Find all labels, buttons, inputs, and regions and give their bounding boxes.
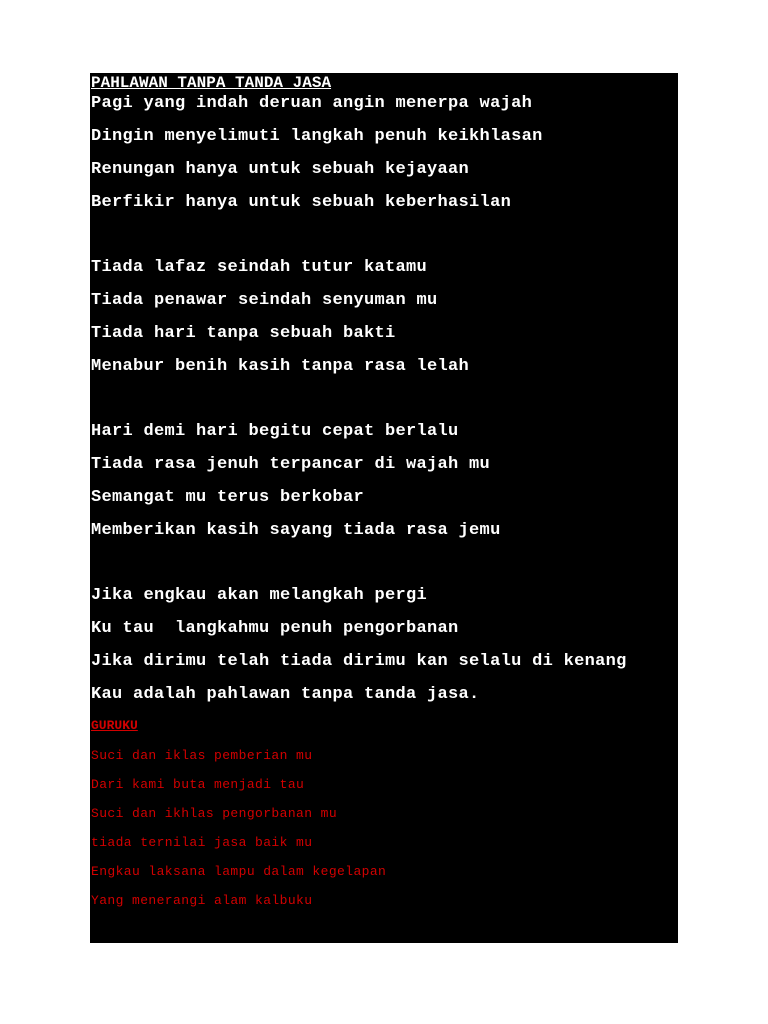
poem-line: Menabur benih kasih tanpa rasa lelah — [91, 357, 470, 376]
second-poem-line: Suci dan iklas pemberian mu — [91, 748, 313, 763]
poem-line: Semangat mu terus berkobar — [91, 488, 365, 507]
poem-line: Dingin menyelimuti langkah penuh keikhlasan — [91, 127, 543, 146]
poem-line: Memberikan kasih sayang tiada rasa jemu — [91, 521, 501, 540]
document-page — [90, 73, 678, 943]
second-poem-line: Dari kami buta menjadi tau — [91, 777, 305, 792]
poem-line: Kau adalah pahlawan tanpa tanda jasa. — [91, 685, 480, 704]
poem-content — [90, 73, 678, 921]
stanza-gap — [91, 389, 678, 421]
second-poem — [91, 717, 678, 921]
second-poem-line: Suci dan ikhlas pengorbanan mu — [91, 806, 338, 821]
stanza-2 — [91, 257, 678, 389]
stanza-gap — [91, 553, 678, 585]
poem-line: Berfikir hanya untuk sebuah keberhasilan — [91, 193, 512, 212]
poem-title: PAHLAWAN TANPA TANDA JASA — [91, 74, 332, 92]
second-poem-line: Engkau laksana lampu dalam kegelapan — [91, 864, 387, 879]
second-poem-line: Yang menerangi alam kalbuku — [91, 893, 313, 908]
poem-line: Renungan hanya untuk sebuah kejayaan — [91, 160, 470, 179]
second-poem-title: GURUKU — [91, 718, 138, 733]
poem-line: Tiada lafaz seindah tutur katamu — [91, 258, 428, 277]
poem-line: Jika dirimu telah tiada dirimu kan selalu di kenang — [91, 652, 627, 671]
poem-line: Tiada penawar seindah senyuman mu — [91, 291, 438, 310]
stanza-4 — [91, 585, 678, 717]
poem-line: Jika engkau akan melangkah pergi — [91, 586, 428, 605]
poem-line: Tiada hari tanpa sebuah bakti — [91, 324, 396, 343]
stanza-3 — [91, 421, 678, 553]
stanza-gap — [91, 225, 678, 257]
poem-line: Ku tau langkahmu penuh pengorbanan — [91, 619, 459, 638]
second-poem-line: tiada ternilai jasa baik mu — [91, 835, 313, 850]
stanza-1 — [91, 93, 678, 225]
poem-line: Pagi yang indah deruan angin menerpa wajah — [91, 94, 533, 113]
poem-line: Hari demi hari begitu cepat berlalu — [91, 422, 459, 441]
poem-line: Tiada rasa jenuh terpancar di wajah mu — [91, 455, 491, 474]
